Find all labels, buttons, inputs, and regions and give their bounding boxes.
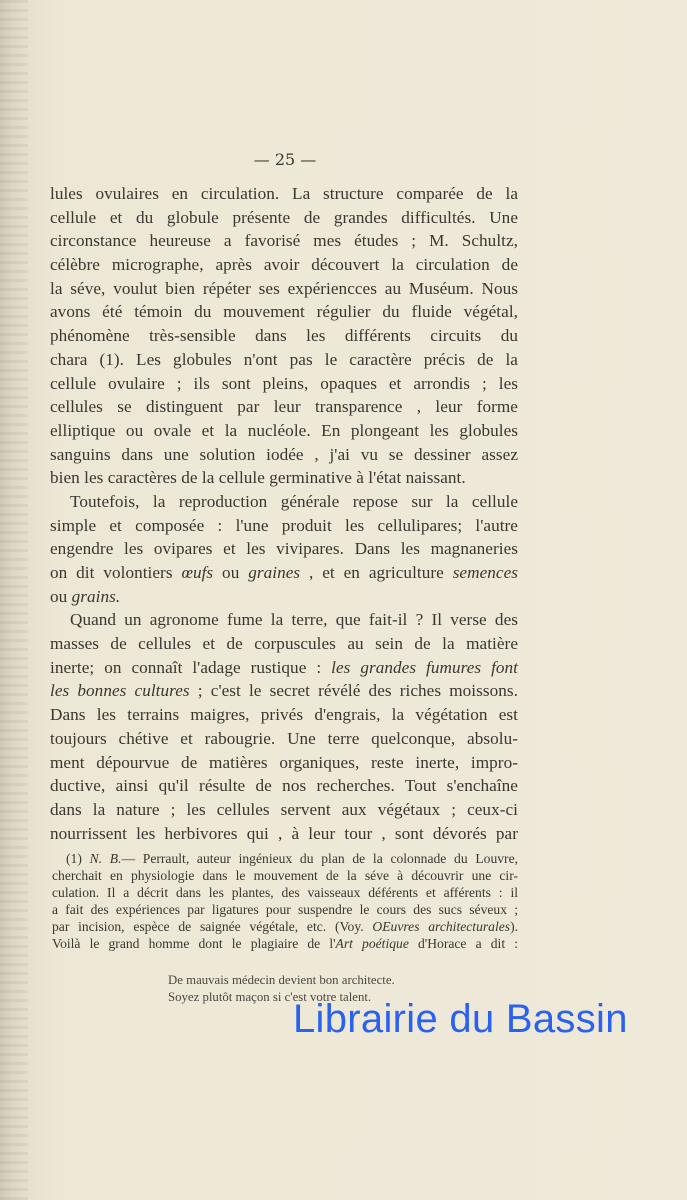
body-line (50, 727, 518, 751)
body-line (50, 395, 518, 419)
italic-text: OEuvres architecturales (372, 919, 511, 934)
text-segment: bien les caractères de la cellule germinative à l'état naissant. (50, 468, 466, 488)
text-segment: toujours chétive et rabougrie. Une terre quelconque, absolu- (50, 728, 518, 748)
text-segment: ductive, ainsi qu'il résulte de nos recherches. Tout s'enchaîne (50, 776, 518, 796)
italic-text: graines (248, 563, 301, 582)
text-segment: engendre les ovipares et les vivipares. Dans les magnaneries (50, 539, 518, 559)
body-line (50, 206, 518, 230)
text-segment: cellule et du globule présente de grandes difficultés. Une (50, 207, 518, 227)
text-segment: cherchait en physiologie dans le mouvement de la séve à découvrir une cir- (52, 868, 518, 883)
body-line (50, 679, 518, 703)
body-line (50, 443, 518, 467)
footnote-line (52, 850, 518, 867)
italic-text: grains. (71, 586, 121, 606)
text-segment: ou (213, 563, 249, 582)
text-segment: sanguins dans une solution iodée , j'ai vu se dessiner assez (50, 444, 518, 464)
footnote-line (52, 935, 518, 952)
body-line (50, 419, 518, 443)
text-segment: Quand un agronome fume la terre, que fait-il ? Il verse des (70, 610, 518, 630)
text-segment: Toutefois, la reproduction générale repose sur la cellule (70, 491, 518, 511)
body-line (50, 798, 518, 822)
body-line (50, 182, 518, 206)
footnote-line (52, 918, 518, 935)
text-segment: par incision, espèce de saignée végétale, etc. (Voy. (52, 919, 373, 934)
binding-edge (0, 0, 28, 1200)
text-segment: — Perrault, auteur ingénieux du plan de la colonnade du Louvre, (121, 851, 518, 866)
page-number: — 25 — (253, 150, 317, 169)
body-line (50, 490, 518, 514)
text-segment: Voilà le grand homme dont le plagiaire de l' (52, 936, 336, 951)
body-line (50, 229, 518, 253)
footnote-line (52, 884, 518, 901)
italic-text: les grandes fumures font (331, 657, 519, 677)
text-segment: , et en agriculture (300, 563, 453, 582)
italic-text: Art poétique (335, 936, 409, 951)
text-segment: la séve, voulut bien répéter ses expériencces au Muséum. Nous (50, 278, 518, 298)
italic-text: N. B. (89, 851, 122, 866)
watermark: Librairie du Bassin (293, 997, 628, 1041)
footnote (52, 850, 518, 952)
body-line (50, 656, 518, 680)
text-segment: a fait des expériences par ligatures pour suspendre le cours des sucs séveux ; (52, 902, 518, 917)
text-segment: circonstance heureuse a favorisé mes études ; M. Schultz, (50, 231, 518, 251)
text-segment: lules ovulaires en circulation. La structure comparée de la (50, 184, 518, 203)
body-line (50, 774, 518, 798)
body-text (50, 182, 518, 845)
text-segment: Dans les terrains maigres, privés d'engrais, la végétation est (50, 705, 518, 725)
body-line (50, 372, 518, 396)
body-line (50, 348, 518, 372)
verse-line: De mauvais médecin devient bon architecte. (168, 973, 395, 987)
text-segment: masses de cellules et de corpuscules au sein de la matière (50, 634, 518, 654)
italic-text: œufs (181, 563, 214, 582)
text-segment: ). (510, 919, 518, 934)
text-segment: nourrissent les herbivores qui , à leur tour , sont dévorés par (50, 823, 518, 843)
body-line (50, 324, 518, 348)
body-line (50, 300, 518, 324)
text-segment: cellule ovulaire ; ils sont pleins, opaques et arrondis ; les (50, 373, 518, 393)
text-segment: dans la nature ; les cellules servent aux végétaux ; ceux-ci (50, 799, 518, 819)
body-line (50, 585, 518, 609)
verse-line: Soyez plutôt maçon si c'est votre talent. (168, 990, 372, 1004)
text-segment: cellules se distinguent par leur transparence , leur forme (50, 397, 518, 417)
text-segment: chara (1). Les globules n'ont pas le caractère précis de la (50, 349, 518, 369)
text-segment: (1) (66, 851, 90, 866)
text-segment: célèbre micrographe, après avoir découvert la circulation de (50, 255, 518, 275)
text-segment: ment dépourvue de matières organiques, reste inerte, impro- (50, 752, 518, 772)
italic-text: les bonnes cultures (50, 681, 190, 701)
body-line (50, 537, 518, 561)
text-segment: on dit volontiers (50, 563, 182, 582)
body-line (50, 822, 518, 846)
italic-text: semences (452, 563, 518, 582)
body-line (50, 608, 518, 632)
text-segment: ; c'est le secret révélé des riches moissons. (189, 681, 518, 701)
body-line (50, 561, 518, 585)
body-line (50, 703, 518, 727)
text-segment: avons été témoin du mouvement régulier du fluide végétal, (50, 302, 518, 322)
body-line (50, 277, 518, 301)
footnote-line (52, 867, 518, 884)
body-line (50, 514, 518, 538)
body-line (50, 253, 518, 277)
text-segment: ou (50, 586, 72, 606)
text-segment: simple et composée : l'une produit les cellulipares; l'autre (50, 515, 518, 535)
text-segment: d'Horace a dit : (408, 936, 518, 951)
body-line (50, 632, 518, 656)
text-segment: elliptique ou ovale et la nucléole. En plongeant les globules (50, 420, 518, 440)
body-line (50, 466, 518, 490)
body-line (50, 751, 518, 775)
footnote-line (52, 901, 518, 918)
text-segment: culation. Il a décrit dans les plantes, des vaisseaux déférents et afférents : il (52, 885, 518, 900)
text-segment: inerte; on connaît l'adage rustique : (50, 657, 332, 677)
text-segment: phénomène très-sensible dans les différents circuits du (50, 326, 518, 346)
